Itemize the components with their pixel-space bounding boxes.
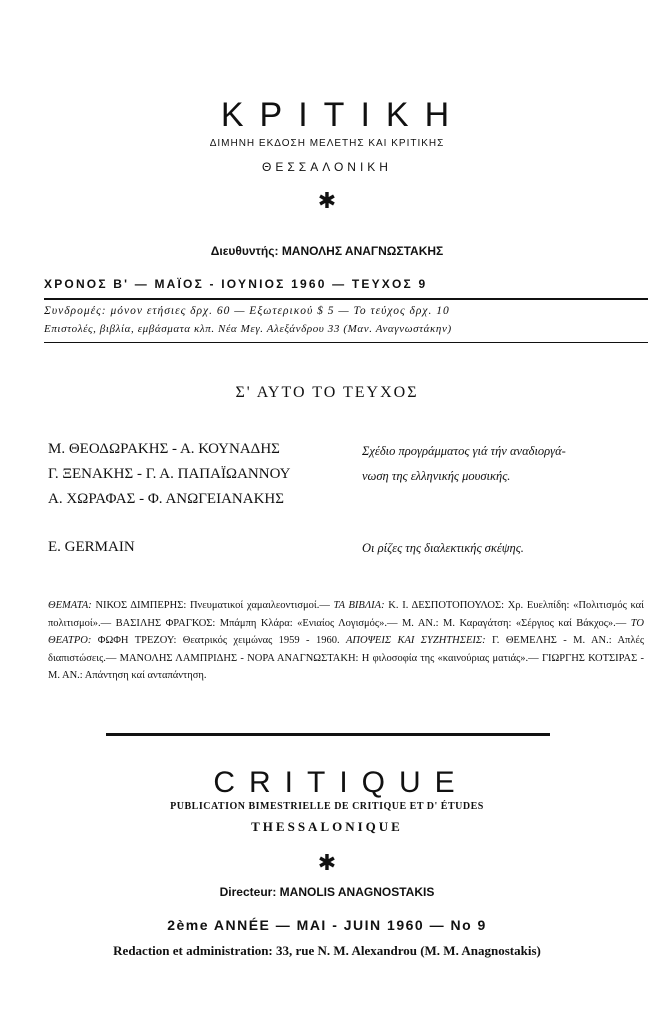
director-label-greek: Διευθυντής: xyxy=(210,244,279,258)
books-label: ΤΑ ΒΙΒΛΙΑ: xyxy=(333,600,385,611)
subscription-info: Συνδρομές: μόνον ετήσιες δρχ. 60 — Εξωτερικού $ 5 — Το τεύχος δρχ. 10 xyxy=(44,305,450,317)
director-french xyxy=(0,885,654,899)
divider xyxy=(44,298,648,300)
toc-work: νωση της ελληνικής μουσικής. xyxy=(362,469,511,483)
books-text: Κ. Ι. ΔΕΣΠΟΤΟΠΟΥΛΟΣ: Χρ. Ευελπίδη: «Πολιτισμός καί πολιτισμοί».— ΒΑΣΙΛΗΣ ΦΡΑΓΚΟΣ: Μπάμπη Κλάρα: «Ενιαίος Λογισμός».— Μ. ΑΝ.: Μ. Καραγάτση: «Σέργιος καί Βάκχος».— xyxy=(48,600,644,629)
asterisk-ornament-icon: ✱ xyxy=(317,850,337,875)
theatre-label: ΤΟ ΘΕΑΤΡΟ: xyxy=(48,617,644,646)
toc-author: Γ. ΞΕΝΑΚΗΣ - Γ. Α. ΠΑΠΑΪΩΑΝΝΟΥ xyxy=(48,466,291,482)
issue-line-greek: ΧΡΟΝΟΣ Β' — ΜΑΪΟΣ - ΙΟΥΝΙΟΣ 1960 — ΤΕΥΧΟΣ 9 xyxy=(44,277,428,291)
redaction-address: Redaction et administration: 33, rue N. M. Alexandrou (M. M. Anagnostakis) xyxy=(113,943,541,958)
journal-subtitle-greek: ΔΙΜΗΝΗ ΕΚΔΟΣΗ ΜΕΛΕΤΗΣ ΚΑΙ ΚΡΙΤΙΚΗΣ xyxy=(209,138,445,149)
themes-label: ΘΕΜΑΤΑ: xyxy=(48,600,92,611)
correspondence-info: Επιστολές, βιβλία, εμβάσματα κλπ. Νέα Μεγ. Αλεξάνδρου 33 (Μαν. Αναγνωστάκην) xyxy=(44,323,452,335)
journal-title-french: CRITIQUE xyxy=(213,766,469,799)
toc-work: Σχέδιο προγράμματος γιά τήν αναδιοργά- xyxy=(362,444,566,458)
section-divider xyxy=(106,733,550,736)
divider xyxy=(44,342,648,343)
asterisk-ornament-icon: ✱ xyxy=(317,188,337,213)
toc-work: Οι ρίζες της διαλεκτικής σκέψης. xyxy=(362,541,524,555)
director-label-french: Directeur: xyxy=(219,885,277,899)
toc-author: Α. ΧΩΡΑΦΑΣ - Φ. ΑΝΩΓΕΙΑΝΑΚΗΣ xyxy=(48,491,284,507)
toc-heading: Σ' ΑΥΤΟ ΤΟ ΤΕΥΧΟΣ xyxy=(235,384,419,401)
director-name-greek: ΜΑΝΟΛΗΣ ΑΝΑΓΝΩΣΤΑΚΗΣ xyxy=(281,244,444,258)
toc-author: Μ. ΘΕΟΔΩΡΑΚΗΣ - Α. ΚΟΥΝΑΔΗΣ xyxy=(48,441,280,457)
city-greek: ΘΕΣΣΑΛΟΝΙΚΗ xyxy=(262,160,392,174)
toc-author: E. GERMAIN xyxy=(48,539,135,555)
themes-text: ΝΙΚΟΣ ΔΙΜΠΕΡΗΣ: Πνευματικοί χαμαιλεοντισμοί.— xyxy=(95,600,334,611)
director-greek xyxy=(0,244,654,258)
issue-line-french: 2ème ANNÉE — MAI - JUIN 1960 — No 9 xyxy=(167,917,487,933)
journal-title-greek: ΚΡΙΤΙΚΗ xyxy=(220,96,466,134)
director-name-french: MANOLIS ANAGNOSTAKIS xyxy=(279,885,435,899)
themes-paragraph xyxy=(48,597,644,685)
journal-subtitle-french: PUBLICATION BIMESTRIELLE DE CRITIQUE ET D' ÉTUDES xyxy=(170,801,484,812)
theatre-text: ΦΩΦΗ ΤΡΕΖΟΥ: Θεατρικός χειμώνας 1959 - 1960. xyxy=(97,635,346,646)
views-label: ΑΠΟΨΕΙΣ ΚΑΙ ΣΥΖΗΤΗΣΕΙΣ: xyxy=(345,635,486,646)
city-french: THESSALONIQUE xyxy=(251,819,403,834)
views-text: Γ. ΘΕΜΕΛΗΣ - Μ. ΑΝ.: Απλές διαπιστώσεις.— ΜΑΝΟΛΗΣ ΛΑΜΠΡΙΔΗΣ - ΝΟΡΑ ΑΝΑΓΝΩΣΤΑΚΗ: Η φιλοσοφία της «καινούριας ματιάς».— ΓΙΩΡΓΗΣ ΚΟΤΣΙΡΑΣ - Μ. ΑΝ.: Απάντηση καί ανταπάντηση. xyxy=(48,635,645,681)
